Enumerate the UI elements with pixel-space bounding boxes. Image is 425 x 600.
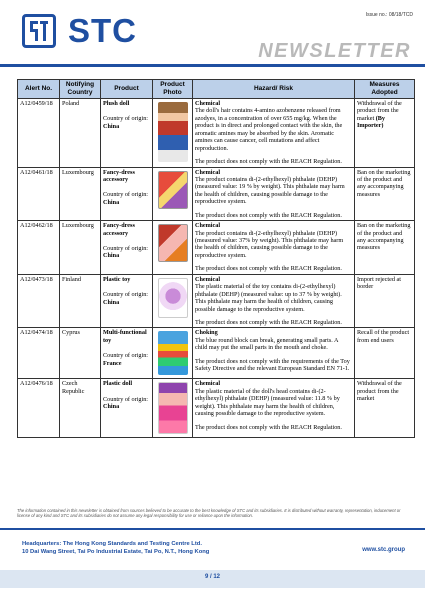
product-name: Plastic doll [103,380,133,388]
product-name: Fancy-dress accessory [103,168,135,183]
origin-country: China [103,298,120,306]
page-number: 9 / 12 [204,574,220,580]
measures-text: Import rejected at border [357,275,401,291]
origin-country: France [103,359,122,367]
measures-by: (By Importer) [357,114,386,130]
compliance-note: The product does not comply with the REACH Regulation. [195,318,342,326]
plastic-toy-photo [158,278,188,318]
page-header [0,0,425,75]
photo-cell [153,379,193,438]
risk-description: The blue round block can break, generating small parts. A child may put the small parts in the mouth and choke. [195,336,339,352]
hq-name: Headquarters: The Hong Kong Standards and Testing Centre Ltd. [22,541,202,547]
risk-description: The doll's hair contains 4-amino azobenzene released from azodyes, in a concentration of over 655 mg/kg. When the product is in direct and prolonged contact with the skin, the aromatic amines may be absorbed by the skin. Aromatic amines can cause cancer, cell mutations and affect reproduction. [195,107,343,152]
hazard-cell [193,328,355,379]
notifying-country: Cyprus [60,328,101,379]
photo-cell [153,328,193,379]
header-divider [0,64,425,67]
product-name: Multi-functional toy [103,329,147,344]
measures-cell [355,328,415,379]
product-name: Plush doll [103,100,130,107]
risk-type: Chemical [195,222,221,230]
risk-type: Chemical [195,380,221,388]
header-measures-adopted: Measures Adopted [355,80,415,99]
photo-cell [153,274,193,328]
product-cell [101,99,153,168]
risk-type: Chemical [195,100,221,107]
measures-text: Ban on the marketing of the product and any accompanying measures [357,222,411,252]
product-cell [101,274,153,328]
website-link[interactable]: www.stc.group [362,547,405,553]
newsletter-title: NEWSLETTER [258,40,411,62]
product-cell [101,167,153,221]
brand-name: STC [68,12,137,49]
product-name: Plastic toy [103,275,131,283]
risk-description: The product contains di-(2-ethylhexyl) phthalate (DEHP) (measured value: 19 % by weight). This phthalate may harm the health of children, causing possible damage to the reproductive system. [195,175,345,206]
fancy-dress-accessory-photo [158,171,188,209]
notifying-country: Poland [60,99,101,168]
measures-text: Withdrawal of the product from the market [357,380,402,403]
alert-number: A12/0461/18 [18,167,60,221]
table-row [18,167,415,221]
origin-country: China [103,122,120,130]
measures-cell [355,274,415,328]
header-hazard-risk: Hazard/ Risk [193,80,355,99]
measures-cell [355,379,415,438]
compliance-note: The product does not comply with the REACH Regulation. [195,158,342,166]
plush-doll-photo [158,102,188,162]
page-footer [0,530,425,600]
origin-label: Country of origin: [103,115,149,123]
measures-text: Withdrawal of the product from the market [357,100,402,122]
header-product: Product [101,80,153,99]
origin-country: China [103,252,120,260]
hq-street: 10 Dai Wang Street, Tai Po Industrial Estate, Tai Po, N.T., Hong Kong [22,549,210,556]
compliance-note: The product does not comply with the requirements of the Toy Safety Directive and the relevant European Standard EN 71-1. [195,357,350,373]
origin-label: Country of origin: [103,191,149,199]
header-product-photo: Product Photo [153,80,193,99]
compliance-note: The product does not comply with the REACH Regulation. [195,211,342,219]
hazard-cell [193,379,355,438]
alert-number: A12/0473/18 [18,274,60,328]
product-name: Fancy-dress accessory [103,222,135,237]
table-row [18,328,415,379]
product-cell [101,221,153,275]
photo-cell [153,221,193,275]
page-number-bar [0,570,425,588]
table-row [18,379,415,438]
hazard-cell [193,167,355,221]
alert-number: A12/0462/18 [18,221,60,275]
multi-functional-toy-photo [158,331,188,375]
photo-cell [153,167,193,221]
photo-cell [153,99,193,168]
risk-description: The plastic material of the doll's head contains di-(2-ethylhexyl) phthalate (DEHP) (measured value: 11.8 % by weight). This phthalate may harm the health of children, causing possible damage to the reproductive system. [195,387,340,418]
plastic-doll-photo [158,382,188,434]
origin-label: Country of origin: [103,291,149,299]
product-cell [101,379,153,438]
measures-cell [355,99,415,168]
measures-text: Recall of the product from end users [357,329,410,344]
measures-cell [355,221,415,275]
compliance-note: The product does not comply with the REACH Regulation. [195,423,342,431]
notifying-country: Luxembourg [60,167,101,221]
table-row [18,99,415,168]
stc-logo-icon [22,14,56,48]
headquarters-address [22,540,209,557]
disclaimer-text: The information contained in this newsletter is obtained from sources believed to be accurate to the best knowledge of STC and its subsidiaries. It is distributed without warranty, representation, inducement or license of any kind and STC and its subsidiaries do not assume any legal responsibility for use or reliance upon the information. [17,508,401,519]
notifying-country: Czech Republic [60,379,101,438]
origin-label: Country of origin: [103,245,149,252]
measures-text: Ban on the marketing of the product and any accompanying measures [357,168,411,198]
origin-country: China [103,403,120,411]
risk-type: Chemical [195,168,221,176]
alert-number: A12/0476/18 [18,379,60,438]
alerts-table [17,79,415,438]
alert-number: A12/0474/18 [18,328,60,379]
alert-number: A12/0459/18 [18,99,60,168]
table-header-row [18,80,415,99]
origin-label: Country of origin: [103,395,149,403]
header-alert-no: Alert No. [18,80,60,99]
risk-description: The product contains di-(2-ethylhexyl) phthalate (DEHP) (measured value: 37% by weight). This phthalate may harm the health of children, causing possible damage to the reproductive system. [195,229,344,259]
notifying-country: Finland [60,274,101,328]
measures-cell [355,167,415,221]
table-row [18,221,415,275]
compliance-note: The product does not comply with the REACH Regulation. [195,265,342,273]
header-notifying-country: Notifying Country [60,80,101,99]
origin-country: China [103,198,120,206]
table-row [18,274,415,328]
issue-number: Issue no.: 08/18/TCD [365,12,413,18]
notifying-country: Luxembourg [60,221,101,275]
fancy-dress-accessory-photo [158,224,188,262]
risk-description: The plastic material of the toy contains di-(2-ethylhexyl) phthalate (DEHP) (measured value: up to 37 % by weight). This phthalate may harm the health of children, causing possible damage to the reproductive system. [195,283,342,313]
hazard-cell [193,221,355,275]
hazard-cell [193,99,355,168]
product-cell [101,328,153,379]
hazard-cell [193,274,355,328]
risk-type: Choking [195,329,218,337]
risk-type: Chemical [195,275,221,283]
origin-label: Country of origin: [103,352,149,360]
